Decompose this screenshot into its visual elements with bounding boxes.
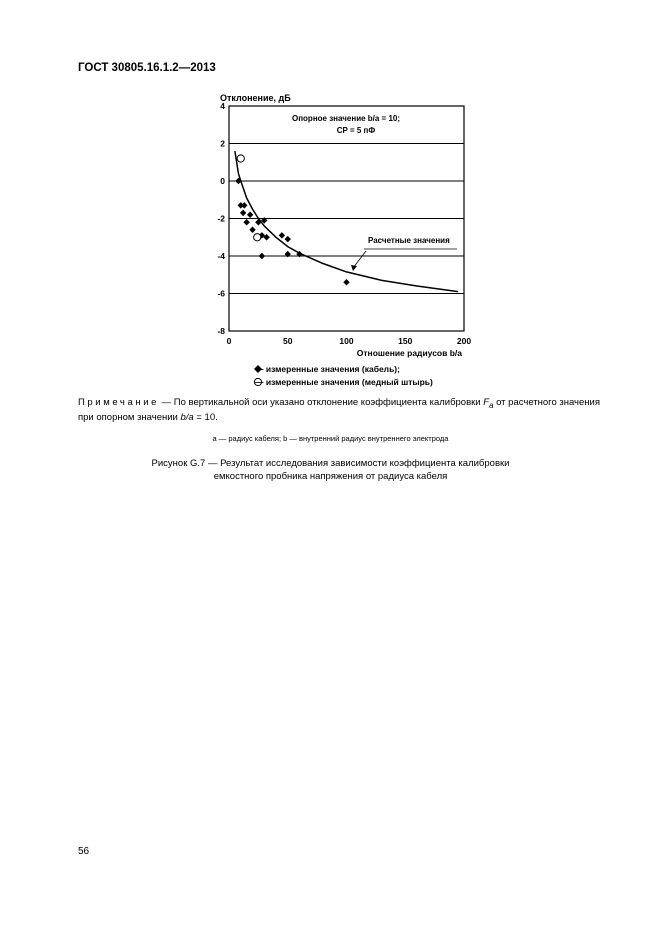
cable-point <box>243 219 249 225</box>
standard-header: ГОСТ 30805.16.1.2—2013 <box>78 62 216 74</box>
y-tick-label: 0 <box>220 176 225 186</box>
y-axis-label: Отклонение, дБ <box>220 93 291 103</box>
y-tick-label: 2 <box>220 138 225 149</box>
y-tick-label: -4 <box>217 251 225 261</box>
y-tick-label: 4 <box>220 101 225 111</box>
cable-point <box>255 219 261 225</box>
cable-point <box>240 210 246 216</box>
curve-label-arrow <box>351 265 357 271</box>
curve-label: Расчетные значения <box>368 236 450 245</box>
calculated-curve <box>235 151 458 292</box>
y-tick-label: -2 <box>217 213 225 224</box>
legend-copper-entry: — измеренные значения (медный штырь) <box>255 377 433 387</box>
x-tick-labels <box>227 336 472 346</box>
data-points <box>235 155 350 286</box>
cable-point <box>247 212 253 218</box>
x-tick-label: 0 <box>226 336 232 346</box>
legend-cable-entry: — измеренные значения (кабель); <box>255 364 400 374</box>
reference-annotation: Опорное значение b/a = 10; <box>291 114 401 123</box>
figure-note <box>78 397 618 425</box>
x-tick-label: 50 <box>283 336 293 346</box>
y-tick-label: -8 <box>217 326 225 336</box>
caption-line-2: емкостного пробника напряжения от радиуса кабеля <box>213 470 448 482</box>
cable-point <box>241 202 247 208</box>
copper-point <box>254 234 261 241</box>
cable-point <box>343 279 349 285</box>
cable-point <box>279 232 285 238</box>
x-axis-label: Отношение радиусов b/a <box>356 348 462 358</box>
x-tick-label: 200 <box>456 336 472 346</box>
curve-label-leader <box>353 251 366 268</box>
note-subscript: a <box>489 400 494 410</box>
x-tick-label: 150 <box>398 336 413 346</box>
note-symbol: F <box>483 397 490 408</box>
cable-point <box>259 253 265 259</box>
capacitance-annotation: CP = 5 пФ <box>336 126 376 135</box>
abbreviations: a — радиус кабеля; b — внутренний радиус внутреннего электрода <box>212 434 449 443</box>
cable-point <box>285 236 291 242</box>
note-text: — По вертикальной оси указано отклонение коэффициента калибровки <box>159 397 484 408</box>
page-number: 56 <box>78 846 90 857</box>
y-tick-labels <box>217 101 225 336</box>
figure-caption <box>0 458 661 483</box>
note-text-end: = 10. <box>193 412 218 424</box>
note-ratio: b/a <box>180 412 194 424</box>
x-tick-label: 100 <box>339 336 354 346</box>
note-text-cont: от расчетного значения при опорном значении <box>78 397 600 424</box>
legend-copper-label: измеренные значения (медный штырь) <box>265 377 433 387</box>
legend-cable-label: измеренные значения (кабель); <box>265 364 400 374</box>
caption-line-1: Рисунок G.7 — Результат исследования зависимости коэффициента калибровки <box>151 458 510 469</box>
deviation-chart <box>0 0 661 420</box>
cable-point <box>249 227 255 233</box>
y-tick-label: -6 <box>217 288 225 299</box>
note-label: Примечание <box>78 397 159 408</box>
copper-point <box>237 155 244 162</box>
